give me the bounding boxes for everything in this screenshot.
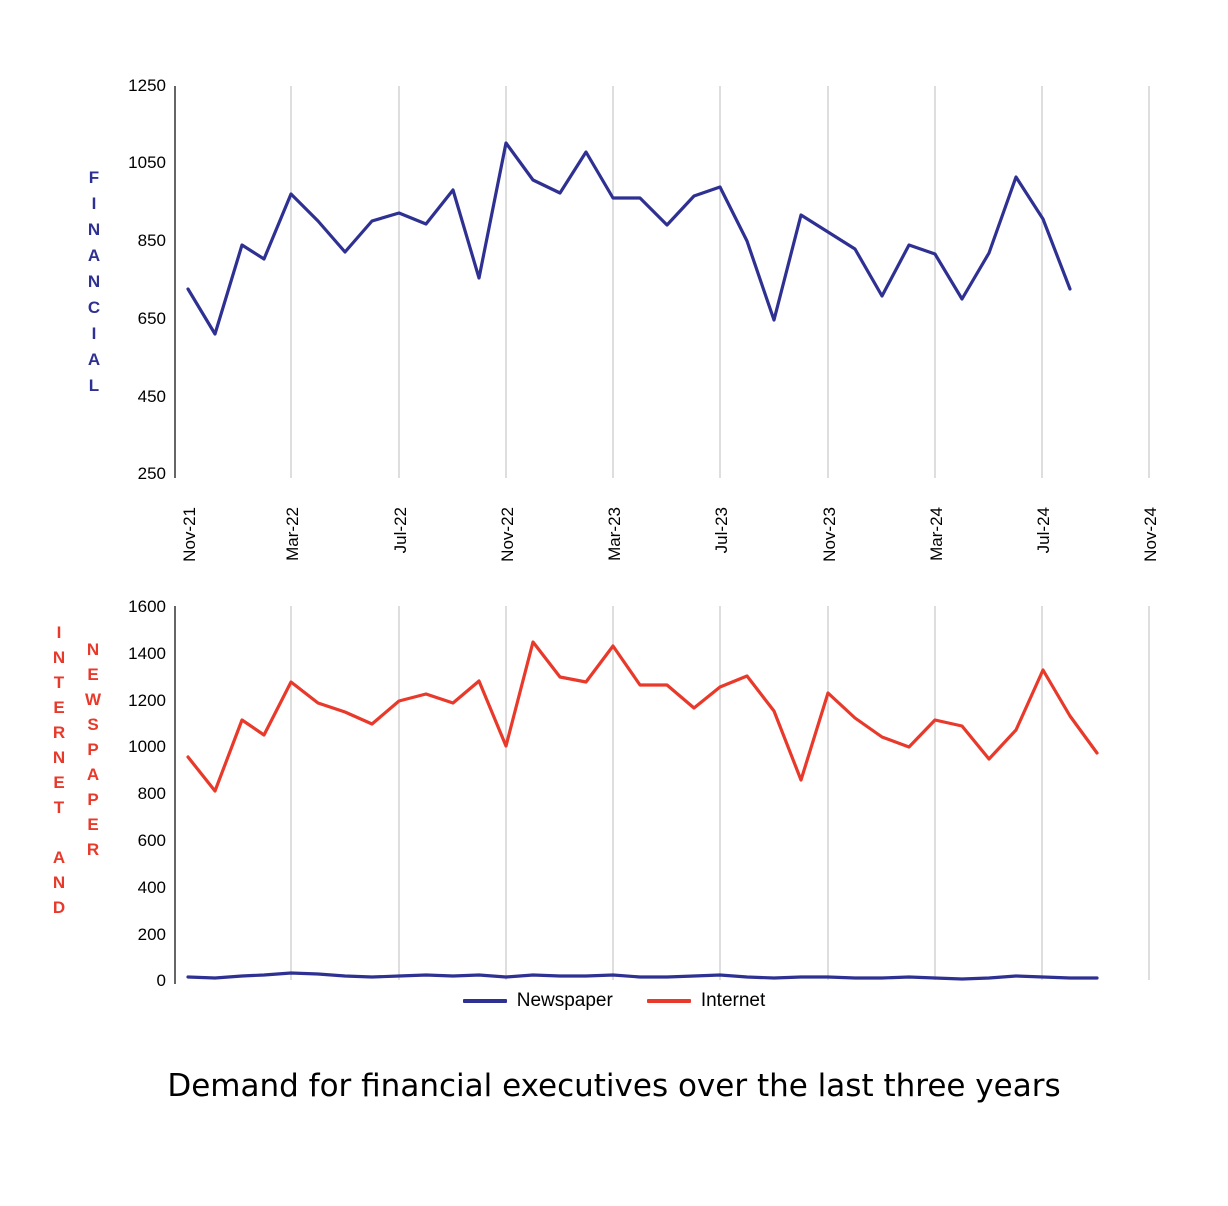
- axis-letter: A: [86, 765, 100, 784]
- axis-letter: E: [53, 773, 65, 792]
- chart-panel-financial: [0, 0, 1228, 600]
- axis-letter: N: [86, 640, 100, 659]
- plot-area-internet-newspaper: [0, 595, 1228, 1015]
- y-axis-title-newspaper: [80, 637, 106, 862]
- x-tick-label: Nov-22: [498, 507, 517, 562]
- axis-letter: P: [87, 740, 99, 759]
- chart-caption: Demand for financial executives over the last three years: [167, 1068, 1061, 1104]
- legend-swatch-icon: [463, 999, 507, 1003]
- legend-item-internet[interactable]: [647, 990, 765, 1012]
- x-tick-label: Nov-21: [180, 507, 199, 562]
- axis-letter: [46, 820, 72, 845]
- chart-panel-internet-newspaper: [0, 595, 1228, 1015]
- x-tick-label: Mar-22: [283, 507, 302, 561]
- series-line-newspaper: [188, 973, 1097, 979]
- legend-label: Internet: [700, 990, 766, 1011]
- axis-letter: P: [87, 790, 99, 809]
- x-tick-label: Nov-23: [820, 507, 839, 562]
- axis-letter: I: [56, 623, 62, 642]
- axis-letter: E: [53, 698, 65, 717]
- axis-letter: A: [52, 848, 66, 867]
- axis-letter: A: [87, 246, 101, 265]
- y-tick-label: 1250: [128, 76, 166, 95]
- axis-letter: N: [52, 648, 66, 667]
- y-tick-label: 1050: [128, 153, 166, 172]
- series-line-financial: [188, 143, 1070, 334]
- axis-letter: T: [53, 798, 65, 817]
- y-tick-label: 0: [156, 971, 166, 990]
- axis-letter: N: [52, 748, 66, 767]
- y-tick-label: 650: [137, 309, 166, 328]
- y-tick-label: 400: [137, 878, 166, 897]
- y-axis-title-internet-and: [46, 620, 72, 920]
- axis-letter: C: [87, 298, 101, 317]
- legend-item-newspaper[interactable]: [463, 990, 613, 1012]
- legend-swatch-icon: [647, 999, 691, 1003]
- x-tick-label: Jul-24: [1034, 507, 1053, 554]
- y-tick-label: 250: [137, 464, 166, 483]
- series-line-internet: [188, 642, 1097, 791]
- y-tick-label: 1400: [128, 644, 166, 663]
- x-tick-label: Nov-24: [1141, 507, 1160, 562]
- x-tick-label: Mar-23: [605, 507, 624, 561]
- y-tick-label: 1200: [128, 691, 166, 710]
- axis-letter: W: [84, 690, 102, 709]
- axis-letter: R: [86, 840, 100, 859]
- axis-letter: I: [91, 324, 97, 343]
- legend-label: Newspaper: [516, 990, 613, 1011]
- axis-letter: R: [52, 723, 66, 742]
- y-tick-label: 1000: [128, 737, 166, 756]
- x-tick-label: Jul-22: [391, 507, 410, 554]
- axis-letter: N: [87, 220, 101, 239]
- chart-legend: [0, 990, 1228, 1012]
- gridlines-vertical: [291, 86, 1149, 478]
- y-tick-label: 1600: [128, 597, 166, 616]
- y-axis-title-financial: [80, 165, 108, 399]
- axis-letter: A: [87, 350, 101, 369]
- axis-letter: F: [88, 168, 100, 187]
- y-tick-label: 600: [137, 831, 166, 850]
- axis-letter: T: [53, 673, 65, 692]
- axis-letter: N: [52, 873, 66, 892]
- axis-letter: S: [87, 715, 99, 734]
- gridlines-vertical: [291, 606, 1149, 980]
- x-tick-label: Jul-23: [712, 507, 731, 554]
- axis-letter: E: [87, 665, 99, 684]
- axis-letter: N: [87, 272, 101, 291]
- y-tick-label: 800: [137, 784, 166, 803]
- y-tick-label: 850: [137, 231, 166, 250]
- axis-letter: E: [87, 815, 99, 834]
- axis-letter: D: [52, 898, 66, 917]
- axis-letter: I: [91, 194, 97, 213]
- x-tick-label: Mar-24: [927, 507, 946, 561]
- y-tick-label: 200: [137, 925, 166, 944]
- y-tick-label: 450: [137, 387, 166, 406]
- axis-letter: L: [88, 376, 100, 395]
